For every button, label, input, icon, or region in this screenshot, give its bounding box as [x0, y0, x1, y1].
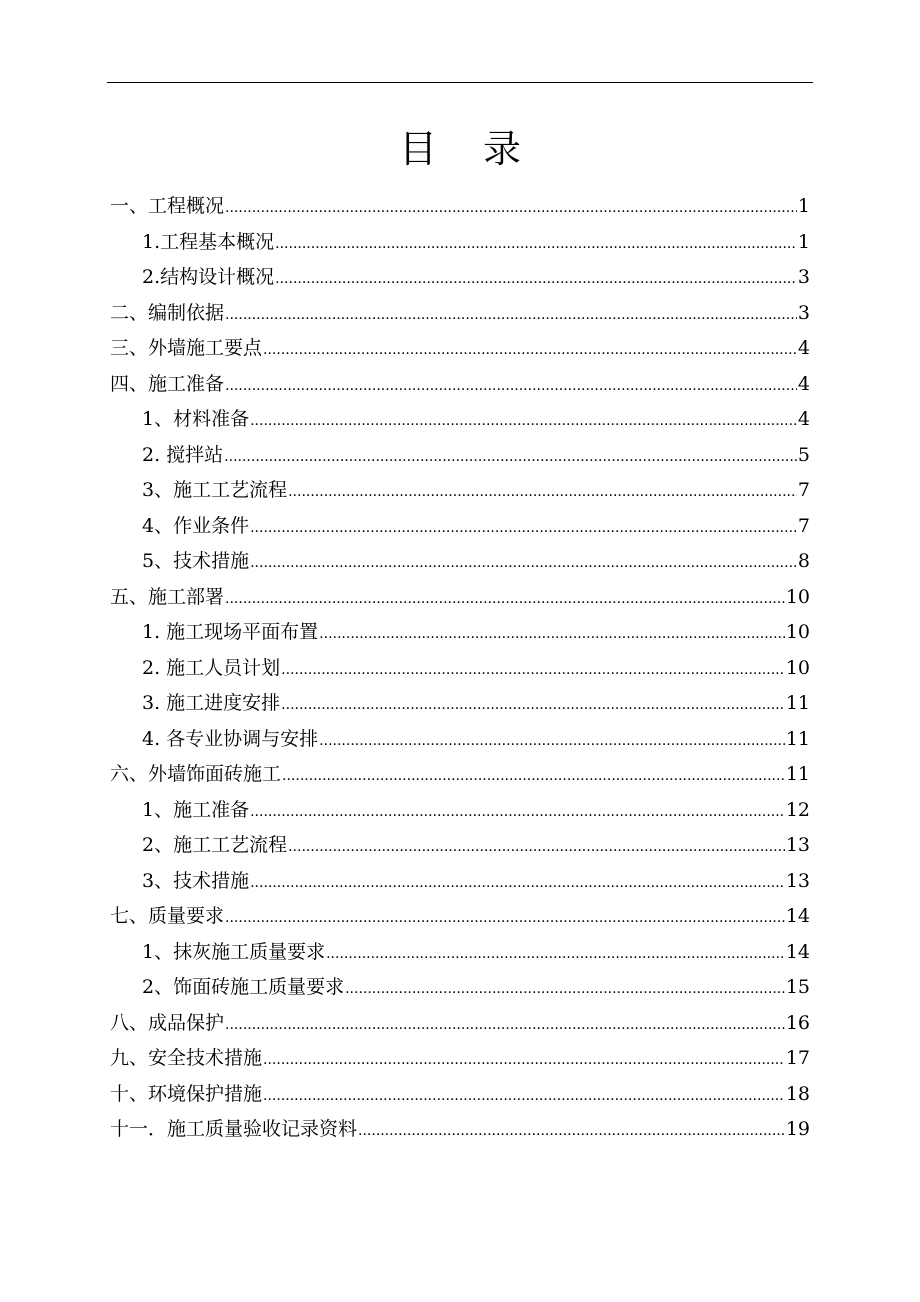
toc-entry-page-number: 10: [785, 585, 810, 608]
toc-entry-page-number: 4: [797, 372, 810, 395]
toc-entry-label: 一、工程概况: [110, 195, 225, 217]
toc-entry-page-number: 13: [785, 869, 810, 892]
toc-entry[interactable]: [110, 651, 810, 687]
toc-entry-label: 二、编制依据: [110, 301, 225, 324]
header-rule: [107, 82, 813, 83]
toc-entry[interactable]: [110, 1112, 810, 1148]
toc-entry[interactable]: [110, 473, 810, 509]
toc-entry[interactable]: [110, 1006, 810, 1042]
toc-entry[interactable]: [110, 828, 810, 864]
toc-dot-leader: [319, 615, 785, 653]
toc-entry[interactable]: [110, 438, 810, 474]
toc-entry-page-number: 14: [785, 940, 810, 963]
toc-entry-page-number: 8: [797, 550, 810, 572]
toc-entry-label: 九、安全技术措施: [110, 1047, 263, 1069]
toc-entry-page-number: 10: [785, 621, 810, 643]
toc-entry-label: 十一．施工质量验收记录资料: [110, 1118, 358, 1140]
toc-entry[interactable]: [110, 296, 810, 332]
toc-entry-page-number: 17: [785, 1047, 810, 1069]
toc-entry-page-number: 7: [797, 479, 810, 501]
toc-dot-leader: [263, 1041, 785, 1079]
toc-entry-label: 六、外墙饰面砖施工: [110, 763, 282, 785]
toc-entry-label: 1、施工准备: [142, 798, 250, 821]
toc-entry[interactable]: [110, 686, 810, 722]
toc-entry[interactable]: [110, 367, 810, 403]
toc-dot-leader: [281, 686, 785, 724]
toc-entry[interactable]: [110, 402, 810, 438]
toc-entry-label: 3、技术措施: [142, 869, 250, 892]
toc-dot-leader: [288, 473, 797, 511]
toc-entry[interactable]: [110, 509, 810, 545]
toc-entry-label: 2. 施工人员计划: [142, 656, 281, 679]
toc-entry[interactable]: [110, 793, 810, 829]
toc-dot-leader: [263, 331, 797, 369]
toc-entry[interactable]: [110, 331, 810, 367]
toc-dot-leader: [225, 899, 785, 937]
toc-entry[interactable]: [110, 615, 810, 651]
table-of-contents: [110, 189, 810, 1148]
toc-entry-label: 2、饰面砖施工质量要求: [142, 976, 345, 998]
toc-entry-label: 1、材料准备: [142, 408, 250, 430]
toc-entry-page-number: 13: [785, 834, 810, 856]
page-title-char-2: 录: [483, 127, 522, 171]
toc-entry-label: 1. 施工现场平面布置: [142, 621, 319, 643]
toc-entry-page-number: 7: [797, 514, 810, 537]
toc-entry[interactable]: [110, 864, 810, 900]
toc-dot-leader: [225, 367, 797, 405]
toc-entry-page-number: 1: [797, 195, 810, 217]
toc-entry[interactable]: [110, 189, 810, 225]
toc-entry-page-number: 19: [785, 1118, 810, 1140]
toc-entry[interactable]: [110, 935, 810, 971]
toc-entry-page-number: 3: [797, 266, 810, 288]
toc-entry-label: 四、施工准备: [110, 372, 225, 395]
toc-entry-label: 2. 搅拌站: [142, 443, 224, 466]
toc-dot-leader: [275, 225, 797, 263]
toc-entry-page-number: 14: [785, 905, 810, 927]
toc-dot-leader: [263, 1077, 785, 1115]
toc-dot-leader: [326, 935, 785, 973]
toc-dot-leader: [282, 757, 785, 795]
toc-entry[interactable]: [110, 970, 810, 1006]
toc-dot-leader: [281, 651, 785, 689]
toc-dot-leader: [358, 1112, 785, 1150]
toc-entry[interactable]: [110, 899, 810, 935]
toc-entry-label: 十、环境保护措施: [110, 1082, 263, 1105]
toc-dot-leader: [319, 722, 785, 760]
toc-dot-leader: [275, 260, 797, 298]
toc-dot-leader: [288, 828, 785, 866]
toc-entry-label: 1、抹灰施工质量要求: [142, 940, 326, 963]
toc-entry[interactable]: [110, 580, 810, 616]
toc-entry[interactable]: [110, 1041, 810, 1077]
toc-entry-page-number: 4: [797, 408, 810, 430]
toc-entry-label: 五、施工部署: [110, 585, 225, 608]
toc-dot-leader: [225, 1006, 785, 1044]
toc-dot-leader: [225, 189, 797, 227]
page-title-char-1: 目: [398, 127, 437, 171]
toc-entry[interactable]: [110, 722, 810, 758]
toc-entry[interactable]: [110, 1077, 810, 1113]
toc-dot-leader: [225, 580, 785, 618]
toc-dot-leader: [250, 544, 797, 582]
toc-dot-leader: [250, 793, 785, 831]
toc-entry-page-number: 11: [785, 763, 810, 785]
toc-entry-page-number: 1: [797, 230, 810, 253]
toc-entry-label: 3. 施工进度安排: [142, 692, 281, 714]
toc-entry-label: 4、作业条件: [142, 514, 250, 537]
toc-entry-label: 5、技术措施: [142, 550, 250, 572]
toc-entry[interactable]: [110, 260, 810, 296]
toc-entry-label: 2.结构设计概况: [142, 266, 275, 288]
toc-dot-leader: [224, 438, 797, 476]
toc-entry-page-number: 3: [797, 301, 810, 324]
toc-entry-label: 4. 各专业协调与安排: [142, 727, 319, 750]
toc-entry-label: 3、施工工艺流程: [142, 479, 288, 501]
toc-dot-leader: [225, 296, 797, 334]
toc-dot-leader: [250, 509, 797, 547]
toc-entry-page-number: 11: [785, 727, 810, 750]
toc-entry[interactable]: [110, 544, 810, 580]
toc-entry-label: 三、外墙施工要点: [110, 337, 263, 359]
page-title: [0, 122, 920, 176]
toc-entry-page-number: 15: [785, 976, 810, 998]
toc-entry-page-number: 12: [785, 798, 810, 821]
toc-entry-page-number: 4: [797, 337, 810, 359]
toc-dot-leader: [250, 864, 785, 902]
toc-entry[interactable]: [110, 757, 810, 793]
toc-entry-label: 七、质量要求: [110, 905, 225, 927]
toc-entry-label: 八、成品保护: [110, 1011, 225, 1034]
toc-entry-label: 2、施工工艺流程: [142, 834, 288, 856]
toc-entry-page-number: 5: [797, 443, 810, 466]
toc-entry-page-number: 16: [785, 1011, 810, 1034]
toc-entry-page-number: 11: [785, 692, 810, 714]
toc-entry[interactable]: [110, 225, 810, 261]
toc-dot-leader: [250, 402, 797, 440]
toc-dot-leader: [345, 970, 785, 1008]
toc-entry-page-number: 10: [785, 656, 810, 679]
toc-entry-page-number: 18: [785, 1082, 810, 1105]
toc-entry-label: 1.工程基本概况: [142, 230, 275, 253]
